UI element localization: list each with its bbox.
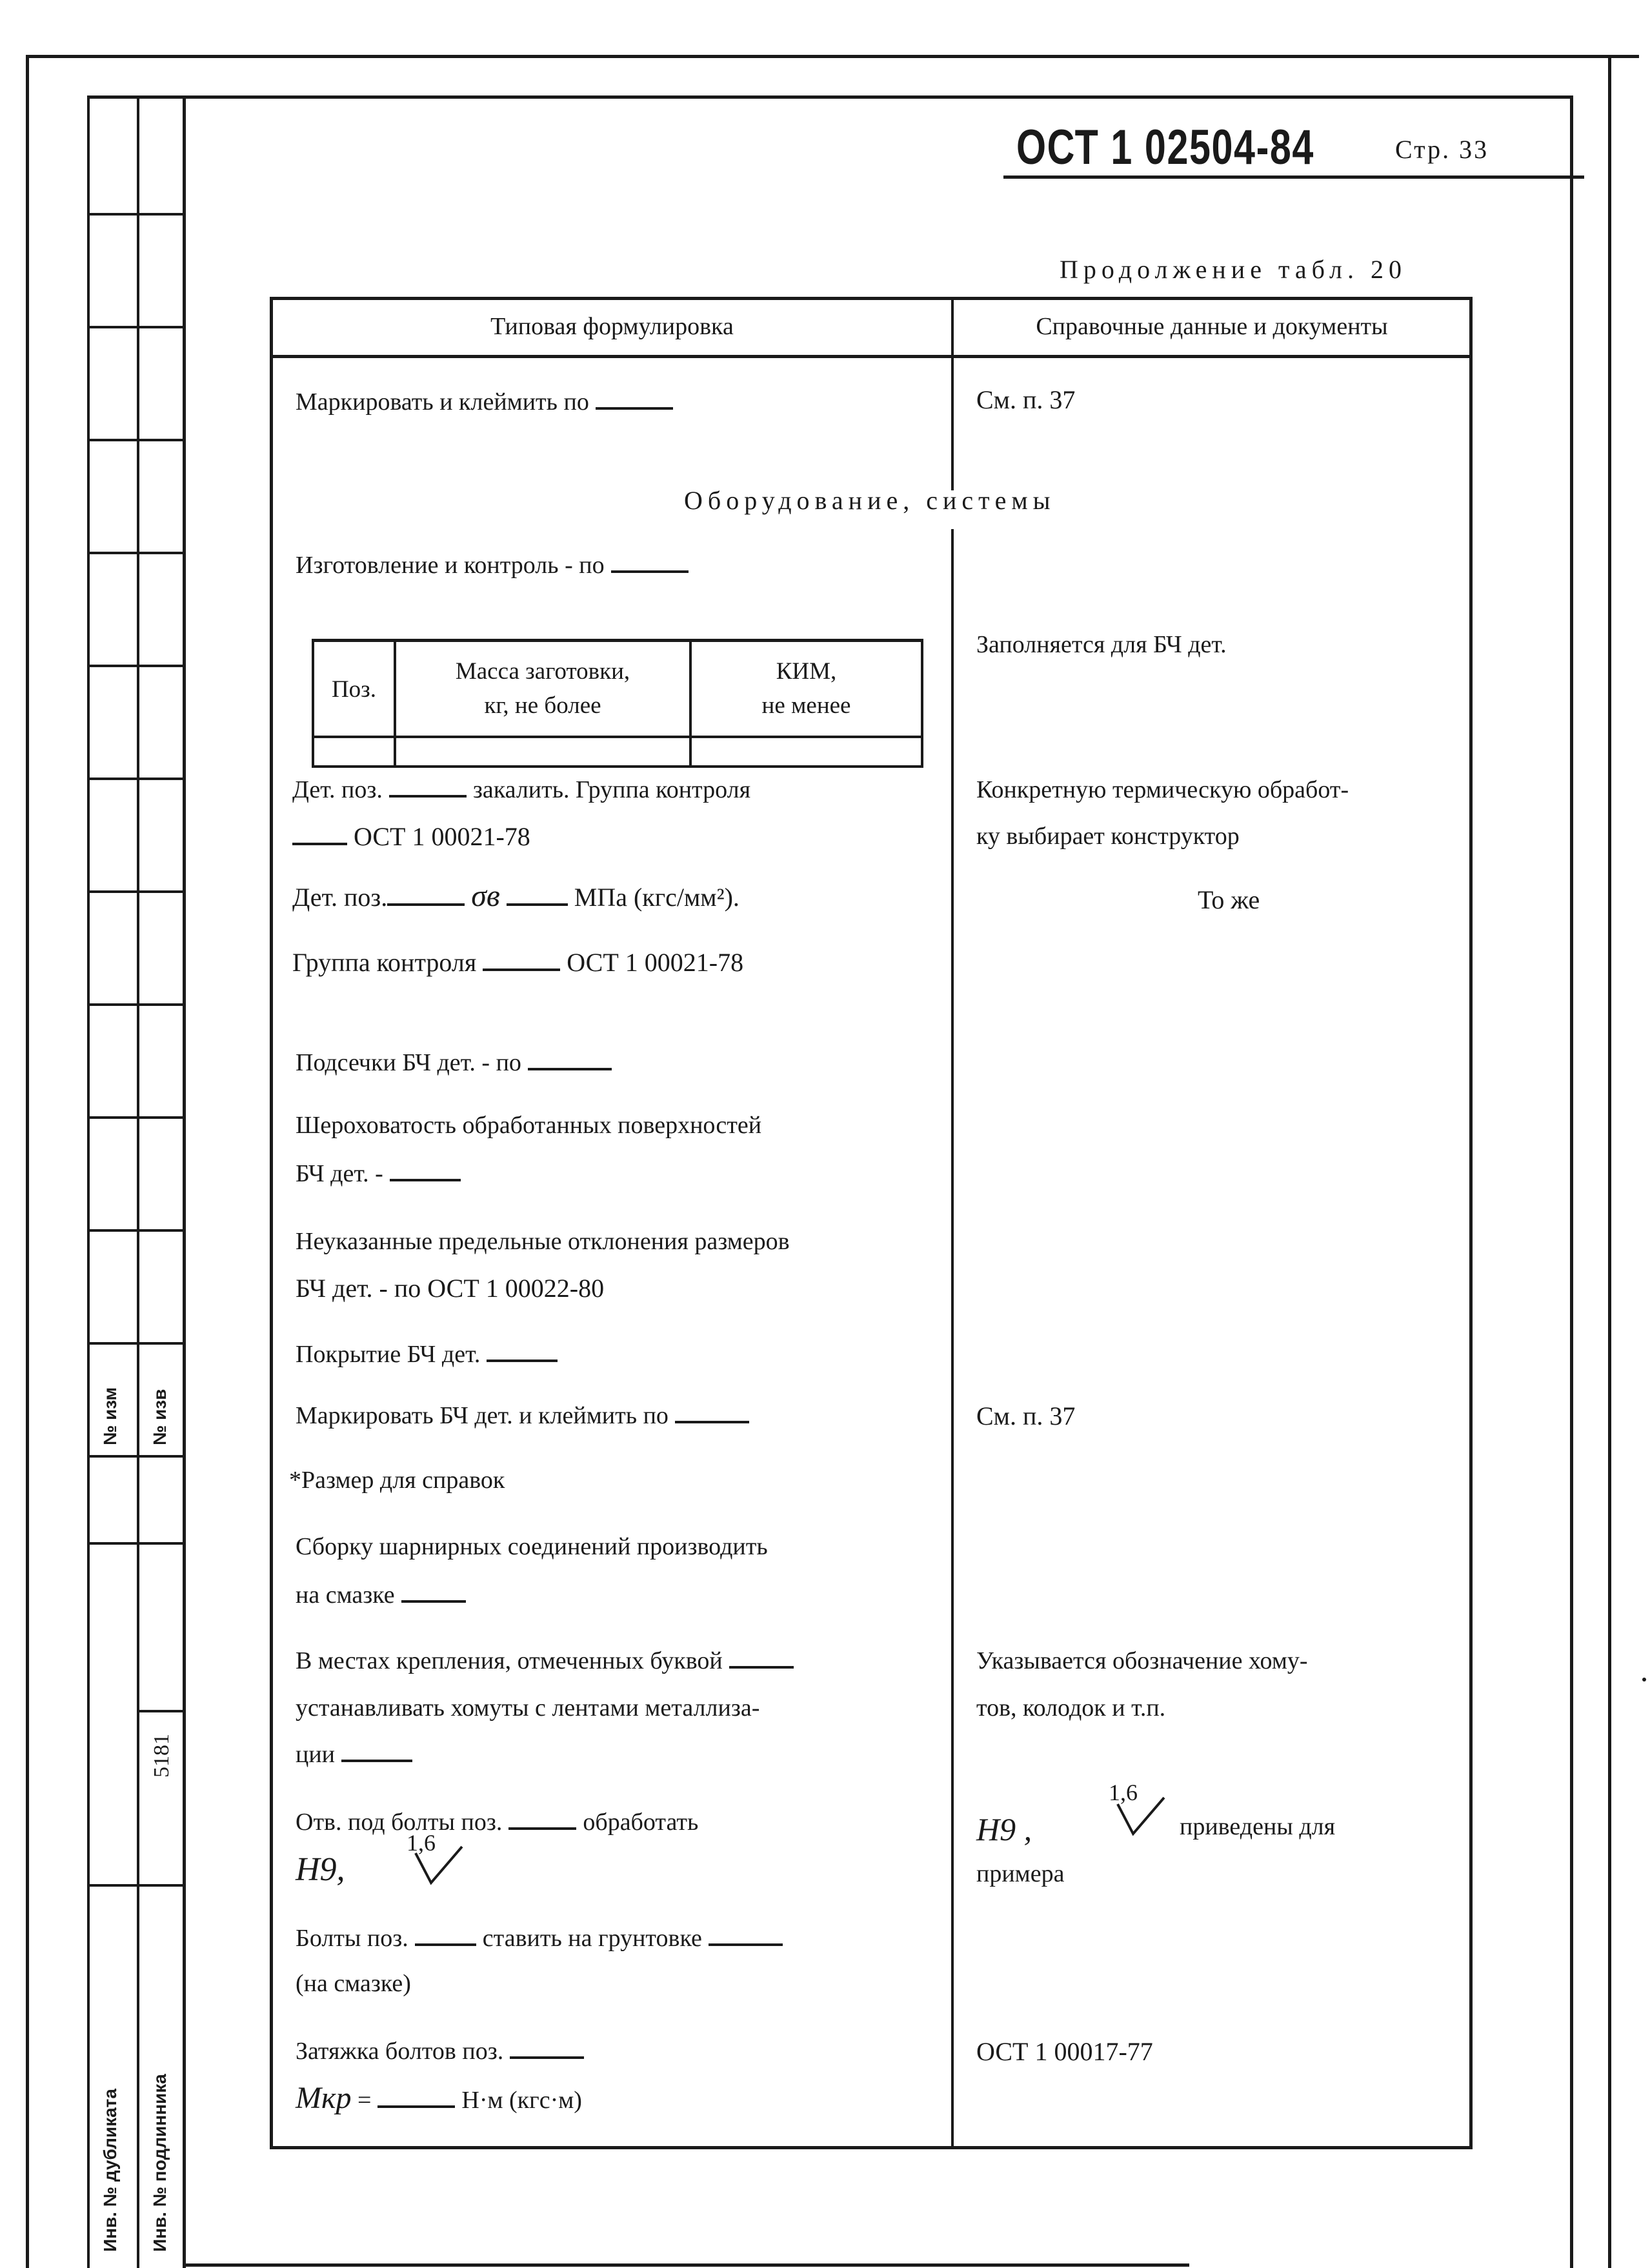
torque-symbol: Mкр [296, 2081, 352, 2115]
row-clamps-c: ции [296, 1742, 419, 1767]
inner-col1: Поз. [331, 676, 377, 703]
row-mark: Маркировать и клеймить по [296, 390, 679, 414]
row-tolerances-a: Неуказанные предельные отклонения размеров [296, 1228, 790, 1255]
row-mark-ref: См. п. 37 [976, 385, 1076, 414]
inner-frame-right [1570, 95, 1573, 2268]
row-roughness-a: Шероховатость обработанных поверхностей [296, 1112, 762, 1139]
row-holes-ref-fit: H9 , [976, 1811, 1032, 1847]
inner-col2-a: Масса заготовки, [455, 658, 630, 685]
row-holes-ref-roughness-value: 1,6 [1109, 1780, 1138, 1805]
row-holes-ref-note: приведены для [1180, 1813, 1336, 1840]
row-roughness-b: БЧ дет. - [296, 1161, 467, 1186]
row-harden-ref-b: ку выбирает конструктор [976, 823, 1240, 850]
row-clamps-a: В местах крепления, отмеченных буквой [296, 1649, 800, 1673]
row-torque-b: Mкр = Н·м (кгс·м) [296, 2081, 582, 2115]
row-clamps-ref-b: тов, колодок и т.п. [976, 1694, 1166, 1721]
row-mark-bch: Маркировать БЧ дет. и клеймить по [296, 1403, 756, 1428]
margin-number: 5181 [150, 1734, 174, 1778]
row-clamps-ref-a: Указывается обозначение хому- [976, 1647, 1308, 1674]
row-assembly-b: на смазке [296, 1583, 472, 1607]
row-strength: Дет. поз. σв МПа (кгс/мм²). [292, 879, 739, 913]
row-cuts: Подсечки БЧ дет. - по [296, 1050, 618, 1075]
scan-dot [1642, 1678, 1646, 1681]
margin-orig: Инв. № подлинника [150, 2074, 170, 2252]
inner-frame-left [183, 95, 186, 2268]
row-manufacture: Изготовление и контроль - по [296, 553, 695, 577]
row-harden-std: ОСТ 1 00021-78 [292, 824, 530, 850]
row-harden: Дет. поз. закалить. Группа контроля [292, 776, 751, 803]
frame-right [1608, 55, 1611, 2268]
row-strength-ref: То же [1198, 885, 1260, 914]
row-torque-ref: ОСТ 1 00017-77 [976, 2037, 1153, 2066]
row-torque-a: Затяжка болтов поз. [296, 2039, 590, 2063]
col1-header: Типовая формулировка [490, 313, 734, 340]
row-clamps-b: устанавливать хомуты с лентами металлиза- [296, 1694, 760, 1721]
row-assembly-a: Сборку шарнирных соединений производить [296, 1533, 768, 1560]
frame-top [26, 55, 1639, 58]
row-holes-roughness-value: 1,6 [407, 1830, 436, 1856]
margin-izv: № изв [150, 1389, 170, 1445]
row-coating: Покрытие БЧ дет. [296, 1342, 564, 1367]
section-title: Оборудование, системы [684, 486, 1056, 515]
row-bolts-b: (на смазке) [296, 1970, 411, 1997]
row-holes-fit: H9, [296, 1851, 345, 1888]
roughness-ref-icon [1115, 1795, 1167, 1840]
inner-col3-a: КИМ, [776, 658, 837, 685]
row-holes-a: Отв. под болты поз. обработать [296, 1809, 699, 1836]
header-rule [1003, 176, 1584, 179]
continuation-label: Продолжение табл. 20 [1060, 255, 1407, 284]
row-tolerances-b: БЧ дет. - по ОСТ 1 00022-80 [296, 1274, 605, 1303]
margin-izm: № изм [100, 1387, 120, 1445]
page-label: Стр. 33 [1395, 135, 1489, 164]
inner-col3-b: не менее [761, 692, 851, 719]
row-holes-ref-note-b: примера [976, 1860, 1065, 1887]
sigma-symbol: σв [471, 879, 500, 913]
row-harden-ref-a: Конкретную термическую обработ- [976, 776, 1349, 803]
row-footnote: *Размер для справок [289, 1467, 505, 1494]
doc-code: ОСТ 1 02504-84 [1016, 120, 1314, 175]
col2-header: Справочные данные и документы [1036, 313, 1388, 340]
row-manufacture-ref: Заполняется для БЧ дет. [976, 631, 1227, 658]
row-bolts-a: Болты поз. ставить на грунтовке [296, 1926, 789, 1951]
frame-left [26, 55, 29, 2268]
inner-frame-top [87, 95, 1571, 99]
row-control-group: Группа контроля ОСТ 1 00021-78 [292, 948, 744, 977]
margin-dup: Инв. № дубликата [100, 2089, 120, 2252]
inner-col2-b: кг, не более [484, 692, 601, 719]
row-mark-bch-ref: См. п. 37 [976, 1401, 1076, 1430]
inner-frame-bottom [183, 2263, 1189, 2267]
roughness-check-icon [413, 1844, 465, 1889]
